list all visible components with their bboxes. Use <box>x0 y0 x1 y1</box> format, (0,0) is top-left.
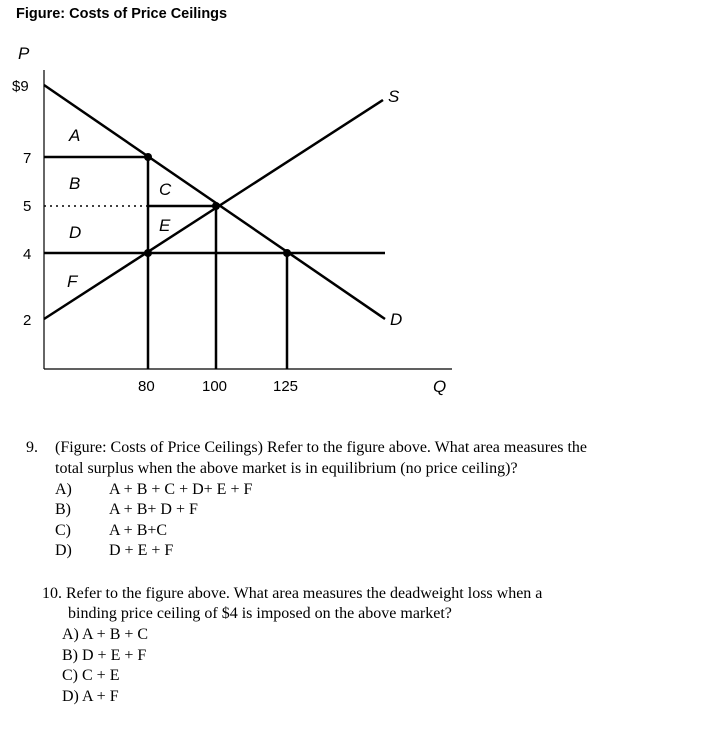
demand-curve <box>44 85 385 319</box>
price-tick-9: $9 <box>12 78 29 95</box>
price-tick-7: 7 <box>23 150 32 167</box>
question-9-option-c-letter: C) <box>55 522 71 539</box>
demand-label: D <box>390 310 403 329</box>
question-9-option-a-letter: A) <box>55 481 72 498</box>
question-9-option-c-answer: A + B+C <box>109 522 168 539</box>
point-equilibrium <box>212 202 220 210</box>
axis-q-label: Q <box>433 377 447 396</box>
point-80-7 <box>144 153 152 161</box>
question-9-option-d-answer: D + E + F <box>109 542 174 559</box>
point-125-4 <box>283 249 291 257</box>
question-10-option-d: D) A + F <box>62 688 119 705</box>
area-label-b: B <box>69 174 81 193</box>
axis-p-label: P <box>18 44 30 63</box>
supply-curve <box>44 100 383 319</box>
question-9-option-b-letter: B) <box>55 501 71 518</box>
quantity-tick-125: 125 <box>273 378 299 395</box>
question-9-number: 9. <box>26 439 38 456</box>
question-9-option-b-answer: A + B+ D + F <box>109 501 198 518</box>
question-10-text-line1: 10. Refer to the figure above. What area measures the deadweight loss when a <box>42 585 543 602</box>
supply-label: S <box>388 87 400 106</box>
price-tick-2: 2 <box>23 312 32 329</box>
question-10-option-c: C) C + E <box>62 667 120 684</box>
question-9-option-d-letter: D) <box>55 542 72 559</box>
area-label-c: C <box>159 180 172 199</box>
area-label-e: E <box>159 216 171 235</box>
question-10-option-a: A) A + B + C <box>62 626 149 643</box>
area-label-f: F <box>67 272 78 291</box>
price-tick-5: 5 <box>23 198 32 215</box>
question-10-text-line2: binding price ceiling of $4 is imposed on the above market? <box>68 605 452 622</box>
quantity-tick-80: 80 <box>138 378 155 395</box>
question-10-option-b: B) D + E + F <box>62 647 147 664</box>
quantity-tick-100: 100 <box>202 378 228 395</box>
question-9-text-line2: total surplus when the above market is in equilibrium (no price ceiling)? <box>55 460 518 477</box>
question-9-text-line1: (Figure: Costs of Price Ceilings) Refer to the figure above. What area measures the <box>55 439 587 456</box>
figure-title: Figure: Costs of Price Ceilings <box>16 6 228 22</box>
area-label-a: A <box>69 126 81 145</box>
price-tick-4: 4 <box>23 246 32 263</box>
area-label-d: D <box>69 223 82 242</box>
question-9-option-a-answer: A + B + C + D+ E + F <box>109 481 253 498</box>
point-80-4 <box>144 249 152 257</box>
